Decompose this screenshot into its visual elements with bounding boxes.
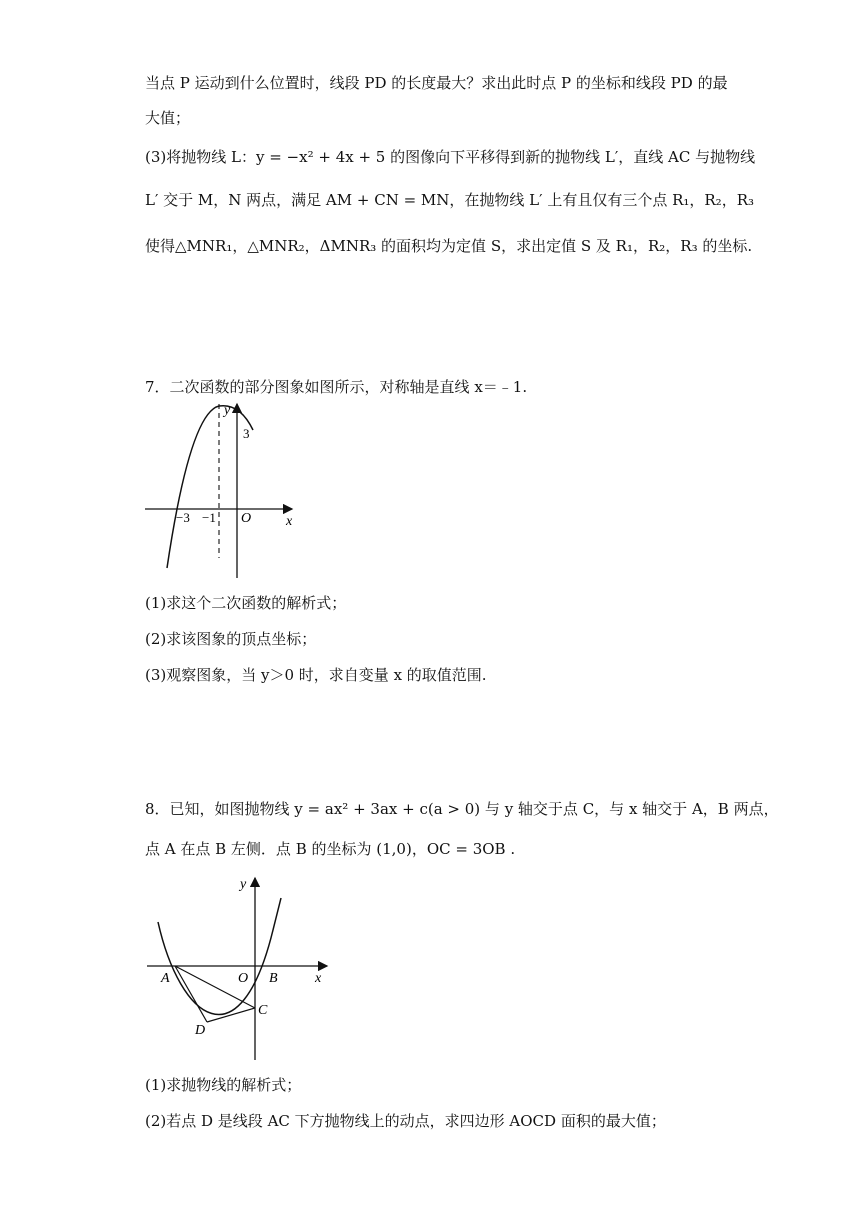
- p8-question-2: (2)若点 D 是线段 AC 下方抛物线上的动点，求四边形 AOCD 面积的最大值；: [145, 1112, 666, 1130]
- p8-y-label: y: [240, 877, 247, 892]
- p8-label-A: A: [161, 971, 170, 986]
- p8-label-B: B: [269, 971, 278, 986]
- p7-3-label: 3: [243, 426, 250, 441]
- p7-question-3: (3)观察图象，当 y＞0 时，求自变量 x 的取值范围.: [145, 666, 487, 684]
- p6-line-3: (3)将抛物线 L：y = −x² + 4x + 5 的图像向下平移得到新的抛物线 L′，直线 AC 与抛物线: [145, 148, 756, 166]
- p7-parabola-curve: [167, 406, 253, 568]
- p7-neg3-label: −3: [176, 510, 190, 525]
- p7-x-label: x: [286, 514, 293, 529]
- p8-segment-DC: [207, 1008, 255, 1022]
- p8-label-O: O: [238, 971, 249, 986]
- p6-line-5: 使得△MNR₁，△MNR₂，ΔMNR₃ 的面积均为定值 S，求出定值 S 及 R₁，R₂，R₃ 的坐标.: [145, 237, 753, 255]
- p7-y-label: y: [224, 403, 231, 418]
- p7-question-2: (2)求该图象的顶点坐标；: [145, 630, 317, 648]
- p7-neg1-label: −1: [202, 510, 216, 525]
- p8-x-label: x: [315, 971, 322, 986]
- p8-line-1: 8．已知，如图抛物线 y = ax² + 3ax + c(a > 0) 与 y 轴交于点 C，与 x 轴交于 A，B 两点，: [145, 800, 779, 818]
- p7-question-1: (1)求这个二次函数的解析式；: [145, 594, 347, 612]
- p6-line-2: 大值；: [145, 109, 191, 127]
- p8-question-1: (1)求抛物线的解析式；: [145, 1076, 302, 1094]
- p7-title: 7．二次函数的部分图象如图所示，对称轴是直线 x＝﹣1.: [145, 378, 528, 396]
- p8-parabola-figure: [145, 870, 335, 1062]
- p8-line-2: 点 A 在点 B 左侧．点 B 的坐标为 (1,0)，OC = 3OB .: [145, 840, 516, 858]
- p8-parabola-curve: [158, 898, 281, 1014]
- p6-line-4: L′ 交于 M，N 两点，满足 AM + CN = MN，在抛物线 L′ 上有且仅有三个点 R₁，R₂，R₃: [145, 191, 755, 209]
- p8-label-C: C: [258, 1003, 268, 1018]
- p7-parabola-figure: [140, 398, 310, 583]
- p7-origin-label: O: [241, 511, 252, 526]
- p8-label-D: D: [195, 1023, 206, 1038]
- p6-line-1: 当点 P 运动到什么位置时，线段 PD 的长度最大？求出此时点 P 的坐标和线段 PD 的最: [145, 74, 728, 92]
